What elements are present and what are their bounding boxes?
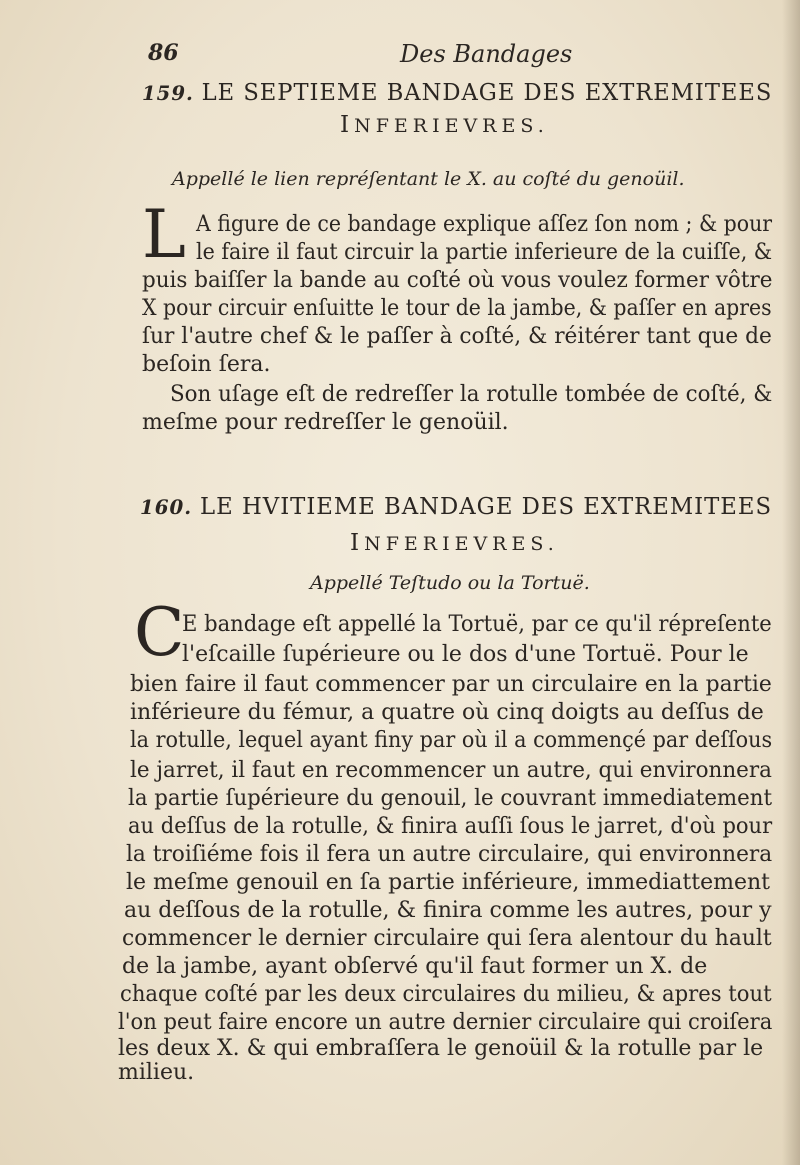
- section-159-line: beſoin ſera.: [142, 352, 271, 377]
- section-160-subtitle: INFERIEVRES.: [350, 530, 559, 556]
- section-160-line: la partie ſupérieure du genouil, le couvrant immediatement: [128, 786, 773, 811]
- section-159-line: Son uſage eſt de redreſſer la rotulle tombée de coſté, &: [170, 382, 773, 407]
- section-160-line: chaque coſté par les deux circulaires du milieu, & apres tout: [120, 982, 772, 1007]
- section-160-line: la rotulle, lequel ayant finy par où il a commençé par deſſous: [130, 728, 773, 753]
- section-160-line: la troiſiéme fois il fera un autre circulaire, qui environnera: [126, 842, 773, 867]
- section-160-dropcap: C: [134, 594, 185, 671]
- section-159-line: meſme pour redreſſer le genoüil.: [142, 410, 509, 435]
- section-160-line: bien faire il faut commencer par un circulaire en la partie: [130, 672, 772, 697]
- page-edge-shadow: [782, 0, 800, 1165]
- section-160-line: l'on peut faire encore un autre dernier circulaire qui croiſera: [118, 1010, 773, 1035]
- section-159-line: ſur l'autre chef & le paſſer à coſté, & réitérer tant que de: [142, 324, 772, 349]
- section-159-dropcap: L: [142, 196, 186, 273]
- section-159-line: A figure de ce bandage explique aſſez ſon nom ; & pour: [196, 212, 773, 237]
- section-160-line: le meſme genouil en ſa partie inférieure, immediattement: [126, 870, 770, 895]
- section-160-line: les deux X. & qui embraſſera le genoüil & la rotulle par le: [118, 1036, 764, 1061]
- section-160-line: le jarret, il faut en recommencer un autre, qui environnera: [130, 758, 772, 783]
- section-159-line: puis baiſſer la bande au coſté où vous voulez former vôtre: [142, 268, 773, 293]
- section-159-subtitle: INFERIEVRES.: [340, 112, 549, 138]
- section-160-heading: [140, 494, 772, 520]
- section-160-title: LE HVITIEME BANDAGE DES EXTREMITEES: [200, 494, 773, 520]
- page-number: 86: [148, 40, 179, 66]
- section-159-heading: [142, 80, 772, 106]
- section-160-line: commencer le dernier circulaire qui ſera alentour du hault: [122, 926, 772, 951]
- section-160-line: de la jambe, ayant obſervé qu'il faut former un X. de: [122, 954, 708, 979]
- section-160-line: au deſſous de la rotulle, & finira comme les autres, pour y: [124, 898, 772, 923]
- section-159-number: 159.: [142, 81, 194, 105]
- section-160-line: au deſſus de la rotulle, & finira auſſi ſous le jarret, d'où pour: [128, 814, 773, 839]
- section-160-appellation: Appellé Teſtudo ou la Tortuë.: [310, 572, 590, 594]
- running-head: Des Bandages: [400, 40, 573, 68]
- section-159-appellation: Appellé le lien repréſentant le X. au coſté du genoüil.: [172, 168, 685, 190]
- section-160-line: milieu.: [118, 1060, 195, 1085]
- section-159-line: le faire il faut circuir la partie inferieure de la cuiſſe, &: [196, 240, 773, 265]
- section-159-line: X pour circuir enſuitte le tour de la jambe, & paſſer en apres: [142, 296, 772, 321]
- section-160-number: 160.: [140, 495, 193, 519]
- section-160-line: inférieure du fémur, a quatre où cinq doigts au deſſus de: [130, 700, 764, 725]
- section-160-line: l'eſcaille ſupérieure ou le dos d'une Tortuë. Pour le: [182, 642, 749, 667]
- section-159-title: LE SEPTIEME BANDAGE DES EXTREMITEES: [201, 80, 773, 106]
- section-160-line: E bandage eſt appellé la Tortuë, par ce qu'il répreſente: [182, 612, 772, 637]
